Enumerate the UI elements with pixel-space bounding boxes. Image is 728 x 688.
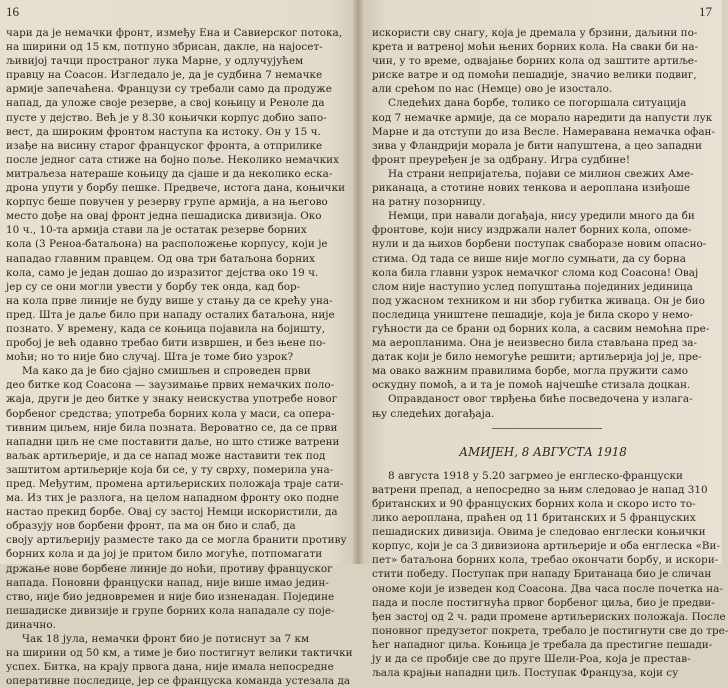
text-line: њу следећих догађаја. bbox=[372, 407, 495, 420]
text-line bbox=[372, 459, 714, 469]
text-line: кола (3 Реноа-батаљона) на расположење корпусу, који је bbox=[6, 238, 328, 251]
text-line: 8 августа 1918 у 5.20 загрмео је енглеско-француски bbox=[388, 469, 683, 482]
text-line: али срећом по нас (Немце) ово је изостало. bbox=[372, 83, 613, 96]
text-line: Ма како да је био сјајно смишљен и спроведен први bbox=[22, 365, 311, 378]
text-line: напада. Поновни француски напад, није више имао једин- bbox=[6, 576, 329, 589]
text-line: ђен застој од 2 ч. ради промене артиљериских положаја. После bbox=[372, 610, 726, 623]
text-line: фронт преуређен је за одбрану. Игра судбине! bbox=[372, 153, 631, 166]
text-line: ономе који је изведен код Соасона. Два часа после почетка на- bbox=[372, 582, 723, 595]
text-line: под ужасном техником и ни збор губитка живаца. Он је био bbox=[372, 294, 705, 307]
text-line: риканаца, а стотине нових тенкова и аероплана изиђоше bbox=[372, 182, 691, 195]
left-page bbox=[0, 0, 358, 688]
text-line: митраљеза натераше коњицу да сјаше и да неколико ескa- bbox=[6, 167, 333, 180]
text-line: образују нов борбени фронт, па ма он био и слаб, да bbox=[6, 520, 296, 533]
separator-rule bbox=[372, 421, 714, 435]
text-line: чари да је немачки фронт, између Ена и Савиерског потока, bbox=[6, 27, 343, 39]
text-line: ма. Из тих је разлога, на целом нападном фронту око подне bbox=[6, 492, 339, 505]
text-line: вест, да широким фронтом наступа ка истоку. Он у 15 ч. bbox=[6, 125, 321, 138]
text-line: после једног сата стиже на бојно поље. Неколико немачких bbox=[6, 153, 340, 166]
text-line: нападни циљ не сме поставити даље, но што стиже ватрени bbox=[6, 435, 340, 448]
text-line: љивијој тачци пространог лука Марне, у одлучујућем bbox=[6, 55, 304, 68]
text-line: стити победу. Поступак при нападу Британаца био је сличан bbox=[372, 568, 712, 581]
text-line: пешадиске дивизије и групе борних кола нападале су поје- bbox=[6, 604, 335, 617]
text-line: тивним циљем, није била позната. Вероватно се, да се први bbox=[6, 421, 338, 434]
text-line: последица уништене пешадије, која је била скоро у немо- bbox=[372, 308, 694, 321]
text-line: настао прекид борбе. Овај су застој Немци искористили, да bbox=[6, 506, 338, 519]
text-line: пред. Шта је даље било при нападу осталих батаљона, није bbox=[6, 308, 335, 321]
text-line: зива у Фландрији морала је бити напуштена, а цео западни bbox=[372, 139, 702, 152]
text-line: своју артиљерију разместе тако да се могла бранити противу bbox=[6, 534, 347, 547]
page-number: 17 bbox=[699, 4, 712, 19]
text-line: корпус беше повучен у резерву групе армија, а на његово bbox=[6, 196, 328, 209]
text-line: жаја, други је део битке у знаку неискуства употребе новог bbox=[6, 393, 338, 406]
text-line: гућности да се брани од борних кола, а сасвим немоћна пре- bbox=[372, 322, 710, 335]
text-line: љала крајњи нападни циљ. Поступак Француза, који су bbox=[372, 667, 679, 680]
text-line: борних кола и да јој је притом било могуће, потпомагати bbox=[6, 548, 323, 561]
text-line: кола била главни узрок немачког слома код Соасона! Овај bbox=[372, 266, 699, 279]
text-line: борбеног средства; употреба борних кола у маси, са опера- bbox=[6, 407, 335, 420]
text-line: ватрени препад, а непосредно за њим следовао је напад 310 bbox=[372, 483, 708, 496]
text-line: ћег нападног циља. Коњица је требала да престигне пешади- bbox=[372, 638, 713, 651]
text-line: искористи сву снагу, која је дремала у брзини, даљини по- bbox=[372, 27, 698, 39]
text-line: Немци, при навали догађаја, нису уредили много да би bbox=[388, 210, 695, 223]
text-line: слом није наступио услед попуштања појединих јединица bbox=[372, 280, 693, 293]
text-line: код 7 немачке армије, да се морало наредити да напусти лук bbox=[372, 111, 713, 124]
text-line: оперативне последице, јер се француска команда устезала да bbox=[6, 675, 351, 688]
text-line: ма аеропланима. Она је неизвесно била стављана пред за- bbox=[372, 337, 698, 350]
text-line: крета и ватреној моћи њених борних кола. На сваки би на- bbox=[372, 41, 699, 54]
text-line: стима. Од тада се више није могло сумњати, да су борна bbox=[372, 252, 686, 265]
text-line: оскудну помоћ, а и та је помоћ најчешће стизала доцкан. bbox=[372, 379, 691, 392]
text-line: пробој је већ одавно требао бити извршен, и без њене по- bbox=[6, 337, 326, 350]
text-line: ју и да се пробије све до пруге Шели-Роа, која је престав- bbox=[372, 653, 691, 666]
text-line: држање нове борбене линије до ноћи, противу француског bbox=[6, 562, 333, 575]
text-line: заштитом артиљерије која би се, у ту сврху, померила уна- bbox=[6, 463, 334, 476]
text-line: На страни непријатеља, појави се милион свежих Аме- bbox=[388, 167, 694, 180]
text-line: армије запечаћена. Французи су требали само да продуже bbox=[6, 83, 332, 96]
text-line: део битке код Соасона — заузимање првих немачких поло- bbox=[6, 379, 335, 392]
text-line: изађе на висину старог француског фронта, а отприлике bbox=[6, 139, 323, 152]
text-line: пет» батаљона борних кола, требао окончати борбу, и искори- bbox=[372, 554, 719, 567]
text-line: на ширини од 15 км, потпуно збрисан, дакле, на најосет- bbox=[6, 41, 323, 54]
text-line: Следећих дана борбе, толико се погоршала ситуација bbox=[388, 97, 687, 110]
text-line: успех. Битка, на крају првога дана, није имала непосредне bbox=[6, 661, 334, 674]
text-line bbox=[372, 435, 714, 445]
text-line: познато. У времену, када се коњица појавила на бојишту, bbox=[6, 322, 326, 335]
text-line: на ширини од 50 км, а тиме је био постигнут велики тактички bbox=[6, 647, 353, 660]
text-line: 10 ч., 10-та армија стави ла је остатак резерве борних bbox=[6, 224, 307, 237]
text-line: нули и да њихов борбени поступак сваборазе новим опасно- bbox=[372, 238, 707, 251]
text-line: Оправданост овог тврђења биће посведочена у излага- bbox=[388, 393, 693, 406]
text-line: ма овако важним правилима борбе, могла пружити само bbox=[372, 365, 689, 378]
text-line: напад, да уложе своје резерве, а свој коњицу и Реноле да bbox=[6, 97, 325, 110]
text-line: правцу на Соасон. Изгледало је, да је судбина 7 немачке bbox=[6, 69, 323, 82]
text-line: поновног предузетог покрета, требало је постигнути све до тре- bbox=[372, 624, 728, 637]
text-line: британских и 90 француских борних кола и скоро исто то- bbox=[372, 498, 696, 510]
text-line: нападао главним правцем. Од ова три батаљона борних bbox=[6, 252, 316, 265]
text-line: пада и после постигнућа првог борбеног циља, био је предви- bbox=[372, 596, 715, 609]
page-number: 16 bbox=[6, 4, 19, 19]
text-line: корпус, који је са 3 дивизиона артиљерије и оба енглеска «Ви- bbox=[372, 540, 720, 553]
text-line: риске ватре и од помоћи пешадије, значио велики подвиг, bbox=[372, 69, 697, 82]
book-gutter bbox=[352, 0, 364, 564]
text-line: дрона упути у борбу пешке. Предвече, истога дана, коњички bbox=[6, 182, 346, 195]
text-line: Чак 18 јула, немачки фронт био је потиснут за 7 км bbox=[22, 633, 310, 646]
text-line: пусте у дејство. Већ је у 8.30 коњички корпус добио запо- bbox=[6, 111, 327, 124]
text-line: ство, није био једновремен и није био изненадан. Поједине bbox=[6, 590, 335, 603]
text-line: на кола прве линије не буду више у стању да се крећу уна- bbox=[6, 294, 333, 307]
text-line: кола, само је један дошао до изразитог дејства око 19 ч. bbox=[6, 266, 319, 279]
text-line: пред. Међутим, промена артиљериских положаја траје сати- bbox=[6, 478, 344, 490]
text-line: диначно. bbox=[6, 618, 56, 631]
text-line: чин, у то време, одвајање борних кола од заштите артиље- bbox=[372, 55, 698, 68]
text-line: датак који је било немогуће решити; артиљерија јој је, пре- bbox=[372, 351, 702, 364]
right-page bbox=[358, 0, 728, 680]
text-line: пешадиских дивизија. Овима је следовао енглески коњички bbox=[372, 526, 706, 539]
text-line: моћи; но то није био случај. Шта је томе био узрок? bbox=[6, 351, 294, 364]
text-line: на ратну позорницу. bbox=[372, 196, 486, 209]
text-line: лико аероплана, праћен од 11 британских и 5 француских bbox=[372, 512, 696, 525]
text-line: место дође на овај фронт једна пешадиска дивизија. Око bbox=[6, 210, 322, 223]
right-page-text bbox=[372, 26, 728, 680]
text-line: ваљак артиљерије, и да се напад може наставити тек под bbox=[6, 449, 326, 462]
section-heading: АМИЈЕН, 8 АВГУСТА 1918 bbox=[459, 444, 627, 459]
left-page-text bbox=[6, 26, 353, 688]
text-line: фронтове, који нису издржали налет борних кола, опоме- bbox=[372, 224, 692, 237]
text-line: јер су се они могли увести у борбу тек онда, кад бор- bbox=[6, 280, 301, 293]
text-line: Марне и да отступи до иза Весле. Намеравана немачка офан- bbox=[372, 125, 716, 138]
